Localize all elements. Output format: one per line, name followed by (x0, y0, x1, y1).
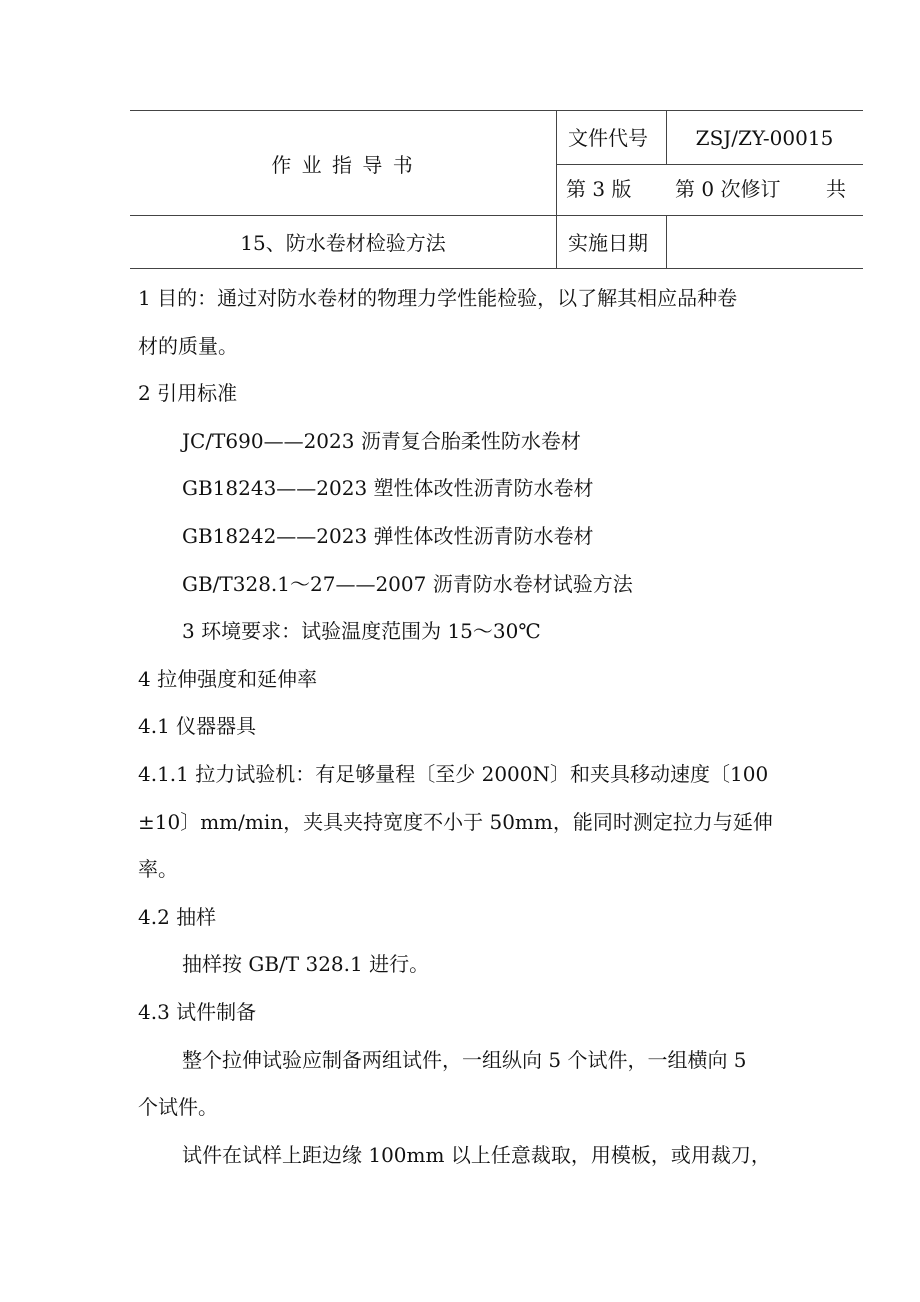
section-4-3-heading: 4.3 试件制备 (138, 999, 257, 1024)
ref-item: JC/T690——2023 沥青复合胎柔性防水卷材 (182, 428, 581, 453)
doc-code-value: ZSJ/ZY-00015 (695, 126, 834, 150)
section-4-3-para-1-line-2: 个试件。 (138, 1095, 218, 1120)
page-total: 共 (826, 177, 846, 201)
ref-item: GB18242——2023 弹性体改性沥青防水卷材 (182, 523, 594, 548)
section-4-1-1-line-2: ±10〕mm/min，夹具夹持宽度不小于 50mm，能同时测定拉力与延伸 (138, 809, 773, 834)
document-body (138, 275, 798, 1179)
env-requirement: 3 环境要求：试验温度范围为 15～30℃ (182, 619, 541, 644)
table-divider-col2-bottom (666, 215, 667, 268)
section-4-3-para-2-line-1: 试件在试样上距边缘 100mm 以上任意裁取，用模板，或用裁刀， (182, 1142, 771, 1167)
section-4-heading: 4 拉伸强度和延伸率 (138, 666, 318, 691)
section-4-2-text: 抽样按 GB/T 328.1 进行。 (182, 952, 430, 977)
doc-title: 作 业 指 导 书 (271, 153, 415, 177)
section-4-1-heading: 4.1 仪器器具 (138, 714, 257, 739)
doc-subtitle: 15、防水卷材检验方法 (240, 231, 446, 255)
section-4-1-1-line-3: 率。 (138, 857, 178, 882)
doc-code-label: 文件代号 (568, 126, 648, 150)
impl-date-label: 实施日期 (568, 231, 648, 255)
section-4-1-1-line-1: 4.1.1 拉力试验机：有足够量程〔至少 2000N〕和夹具移动速度〔100 (138, 761, 769, 786)
purpose-line-1: 1 目的：通过对防水卷材的物理力学性能检验，以了解其相应品种卷 (138, 286, 738, 310)
edition: 第 3 版 (566, 177, 632, 201)
table-border-bottom (130, 268, 863, 269)
section-4-3-para-1-line-1: 整个拉伸试验应制备两组试件，一组纵向 5 个试件，一组横向 5 (182, 1047, 747, 1072)
table-divider-middle (130, 215, 863, 216)
table-border-top (130, 110, 863, 111)
ref-item: GB18243——2023 塑性体改性沥青防水卷材 (182, 476, 594, 501)
revision: 第 0 次修订 (675, 177, 781, 201)
section-4-2-heading: 4.2 抽样 (138, 904, 217, 929)
refs-heading: 2 引用标准 (138, 381, 238, 406)
purpose-line-2: 材的质量。 (138, 333, 238, 358)
table-divider-right-1 (556, 164, 863, 165)
table-divider-col1 (556, 110, 557, 268)
ref-item: GB/T328.1～27——2007 沥青防水卷材试验方法 (182, 571, 633, 596)
